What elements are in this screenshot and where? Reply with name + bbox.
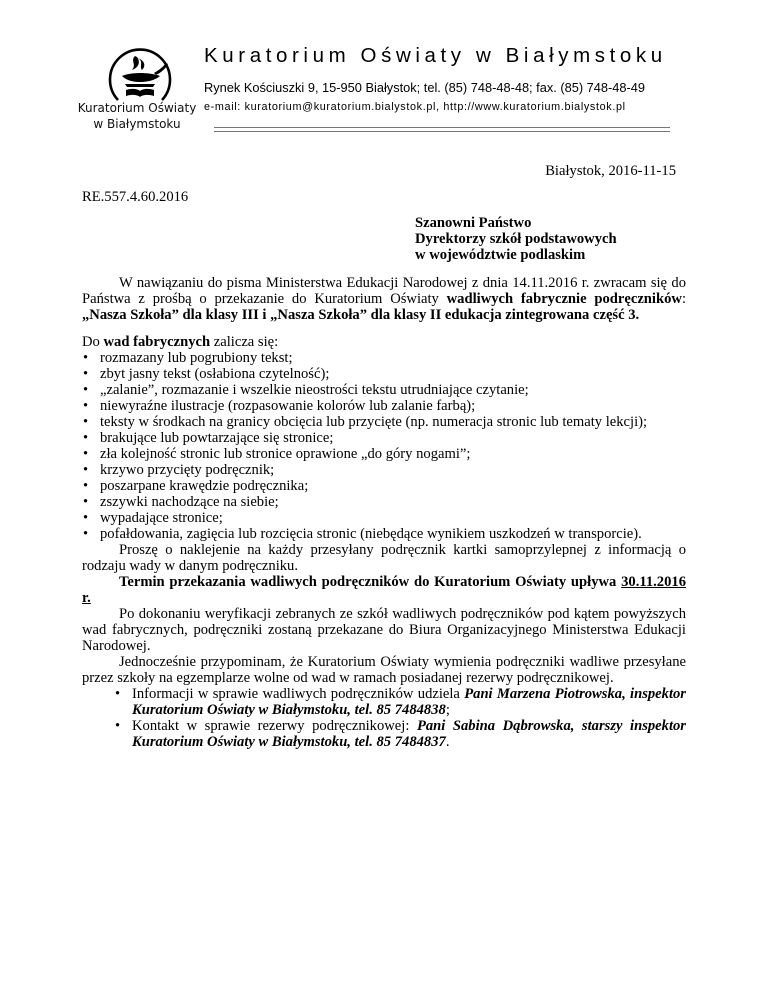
intro-bold-1: wadliwych fabrycznie podręczników [446,291,682,307]
letter-date: Białystok, 2016-11-15 [545,163,676,179]
contact-person: Pani Marzena Piotrowska, inspektor Kuratorium Oświaty w Białymstoku, tel. 85 7484838 [132,686,686,718]
recipient-block [415,215,617,263]
kuratorium-lamp-logo-icon [104,40,176,108]
reminder-paragraph: Jednocześnie przypominam, że Kuratorium Oświaty wymienia podręczniki wadliwe przesyłane przez szkoły na egzemplarze wolne od wad w ramach posiadanej rezerwy podręcznikowej. [82,654,686,686]
organization-email-web: e-mail: kuratorium@kuratorium.bialystok.pl, http://www.kuratorium.bialystok.pl [204,101,626,113]
letter-body [82,275,686,750]
defect-item: • wypadające stronice; [82,510,686,526]
deadline-date: 30.11.2016 r. [82,574,686,606]
recipient-line-2: Dyrektorzy szkół podstawowych [415,231,617,247]
intro-text-3: . [635,307,640,323]
contact-end: ; [445,702,450,718]
contact-end: . [445,734,450,750]
defect-item: • krzywo przycięty podręcznik; [82,462,686,478]
deadline-paragraph [82,574,686,606]
logo-caption [58,100,216,132]
logo-caption-line-1: Kuratorium Oświaty [77,101,197,115]
organization-address: Rynek Kościuszki 9, 15-950 Białystok; tel. (85) 748-48-48; fax. (85) 748-48-49 [204,80,646,95]
defects-lead [82,334,686,350]
defect-item: • niewyraźne ilustracje (rozpasowanie kolorów lub zalanie farbą); [82,398,686,414]
defect-item: • zbyt jasny tekst (osłabiona czytelność); [82,366,686,382]
defects-lead-text-1: Do [82,334,104,350]
recipient-line-1: Szanowni Państwo [415,215,532,231]
defects-lead-text-2: zalicza się: [210,334,279,350]
contact-text: Informacji w sprawie wadliwych podręczników udziela [132,686,465,702]
intro-text-2: : [681,291,686,307]
recipient-line-3: w województwie podlaskim [415,247,586,263]
defect-item: • zła kolejność stronic lub stronice oprawione „do góry nogami”; [82,446,686,462]
contact-person: Pani Sabina Dąbrowska, starszy inspektor Kuratorium Oświaty w Białymstoku, tel. 85 7484837 [132,718,686,750]
defect-item: • zszywki nachodzące na siebie; [82,494,686,510]
defects-list [82,350,686,542]
defect-item: • teksty w środkach na granicy obcięcia lub przycięte (np. numeracja stronic lub tematy lekcji); [82,414,686,430]
header-divider [214,127,670,132]
defect-item: • rozmazany lub pogrubiony tekst; [82,350,686,366]
defect-item: • „zalanie”, rozmazanie i wszelkie nieostrości tekstu utrudniające czytanie; [82,382,686,398]
contacts-list [82,686,686,750]
defects-lead-bold: wad fabrycznych [103,334,211,350]
intro-bold-2: „Nasza Szkoła” dla klasy III i „Nasza Szkoła” dla klasy II edukacja zintegrowana część 3 [82,307,636,323]
defect-item: • poszarpane krawędzie podręcznika; [82,478,686,494]
defect-item: • pofałdowania, zagięcia lub rozcięcia stronic (niebędące wynikiem uszkodzeń w transporcie). [82,526,686,542]
defect-item: • brakujące lub powtarzające się stronice; [82,430,686,446]
contact-item [82,718,686,750]
label-paragraph: Proszę o naklejenie na każdy przesyłany podręcznik kartki samoprzylepnej z informacją o rodzaju wady w danym podręczniku. [82,542,686,574]
intro-paragraph [82,275,686,323]
organization-name: Kuratorium Oświaty w Białymstoku [204,44,667,67]
logo-caption-line-2: w Białymstoku [93,117,181,131]
reference-number: RE.557.4.60.2016 [82,189,189,205]
contact-text: Kontakt w sprawie rezerwy podręcznikowej: [132,718,417,734]
letterhead [0,0,768,150]
deadline-text: Termin przekazania wadliwych podręczników do Kuratorium Oświaty upływa [119,574,622,590]
verification-paragraph: Po dokonaniu weryfikacji zebranych ze szkół wadliwych podręczników pod kątem powyższych wad fabrycznych, podręczniki zostaną przekazane do Biura Organizacyjnego Ministerstwa Edukacji Narodowej. [82,606,686,654]
intro-text-1: W nawiązaniu do pisma Ministerstwa Edukacji Narodowej z dnia 14.11.2016 r. zwracam się do Państwa z prośbą o przekazanie do Kuratorium Oświaty [82,275,686,307]
contact-item [82,686,686,718]
